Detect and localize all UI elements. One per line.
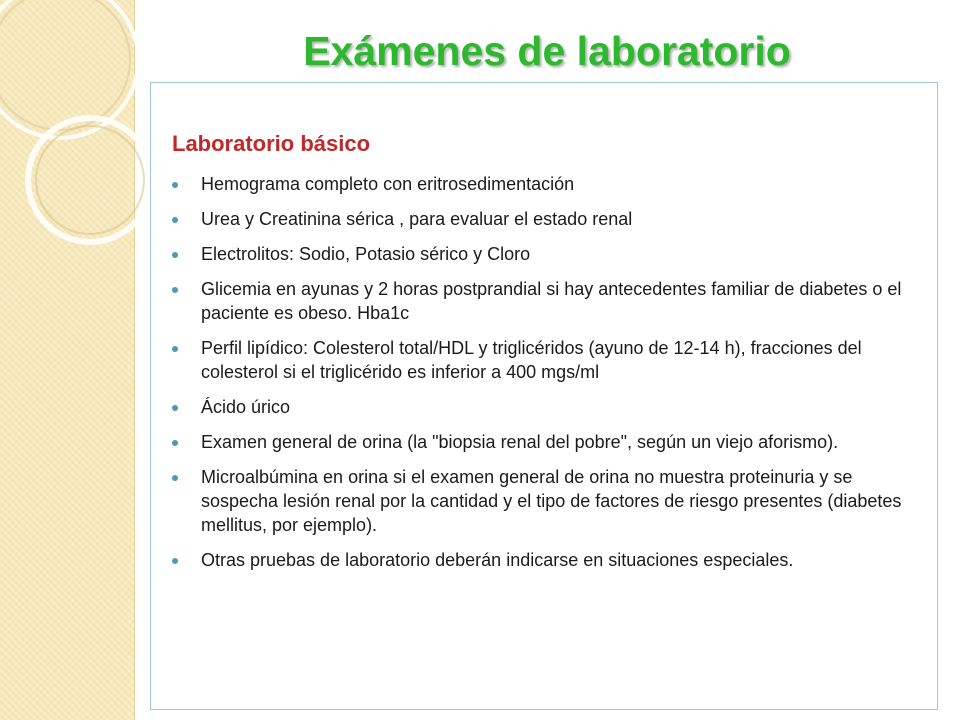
list-item-text: Urea y Creatinina sérica , para evaluar el estado renal xyxy=(201,209,633,229)
bullet-icon xyxy=(172,252,178,258)
list-item xyxy=(172,336,928,384)
list-item-text: Ácido úrico xyxy=(201,397,291,417)
decorative-rings xyxy=(0,0,150,300)
list-item xyxy=(172,277,928,325)
bullet-icon xyxy=(172,346,178,352)
bullet-list xyxy=(172,172,928,583)
list-item xyxy=(172,430,928,454)
bullet-icon xyxy=(172,287,178,293)
list-item xyxy=(172,548,928,572)
list-item-text: Examen general de orina (la "biopsia renal del pobre", según un viejo aforismo). xyxy=(201,432,839,452)
list-item xyxy=(172,242,928,266)
list-item xyxy=(172,172,928,196)
slide-title: Exámenes de laboratorio xyxy=(303,28,791,74)
list-item-text: Otras pruebas de laboratorio deberán indicarse en situaciones especiales. xyxy=(201,550,794,570)
bullet-icon xyxy=(172,182,178,188)
bullet-icon xyxy=(172,405,178,411)
list-item-text: Microalbúmina en orina si el examen general de orina no muestra proteinuria y se sospecha lesión renal por la cantidad y el tipo de factores de riesgo presentes (diabetes mellitus, por ejemplo). xyxy=(201,467,902,535)
list-item xyxy=(172,395,928,419)
list-item xyxy=(172,207,928,231)
bullet-icon xyxy=(172,475,178,481)
bullet-icon xyxy=(172,440,178,446)
bullet-icon xyxy=(172,558,178,564)
list-item-text: Electrolitos: Sodio, Potasio sérico y Cloro xyxy=(201,244,531,264)
list-item-text: Glicemia en ayunas y 2 horas postprandial si hay antecedentes familiar de diabetes o el paciente es obeso. Hba1c xyxy=(201,279,902,323)
list-item xyxy=(172,465,928,537)
bullet-icon xyxy=(172,217,178,223)
list-item-text: Perfil lipídico: Colesterol total/HDL y triglicéridos (ayuno de 12-14 h), fracciones del colesterol si el triglicérido es inferior a 400 mgs/ml xyxy=(201,338,862,382)
section-heading: Laboratorio básico xyxy=(172,131,371,156)
list-item-text: Hemograma completo con eritrosedimentación xyxy=(201,174,575,194)
